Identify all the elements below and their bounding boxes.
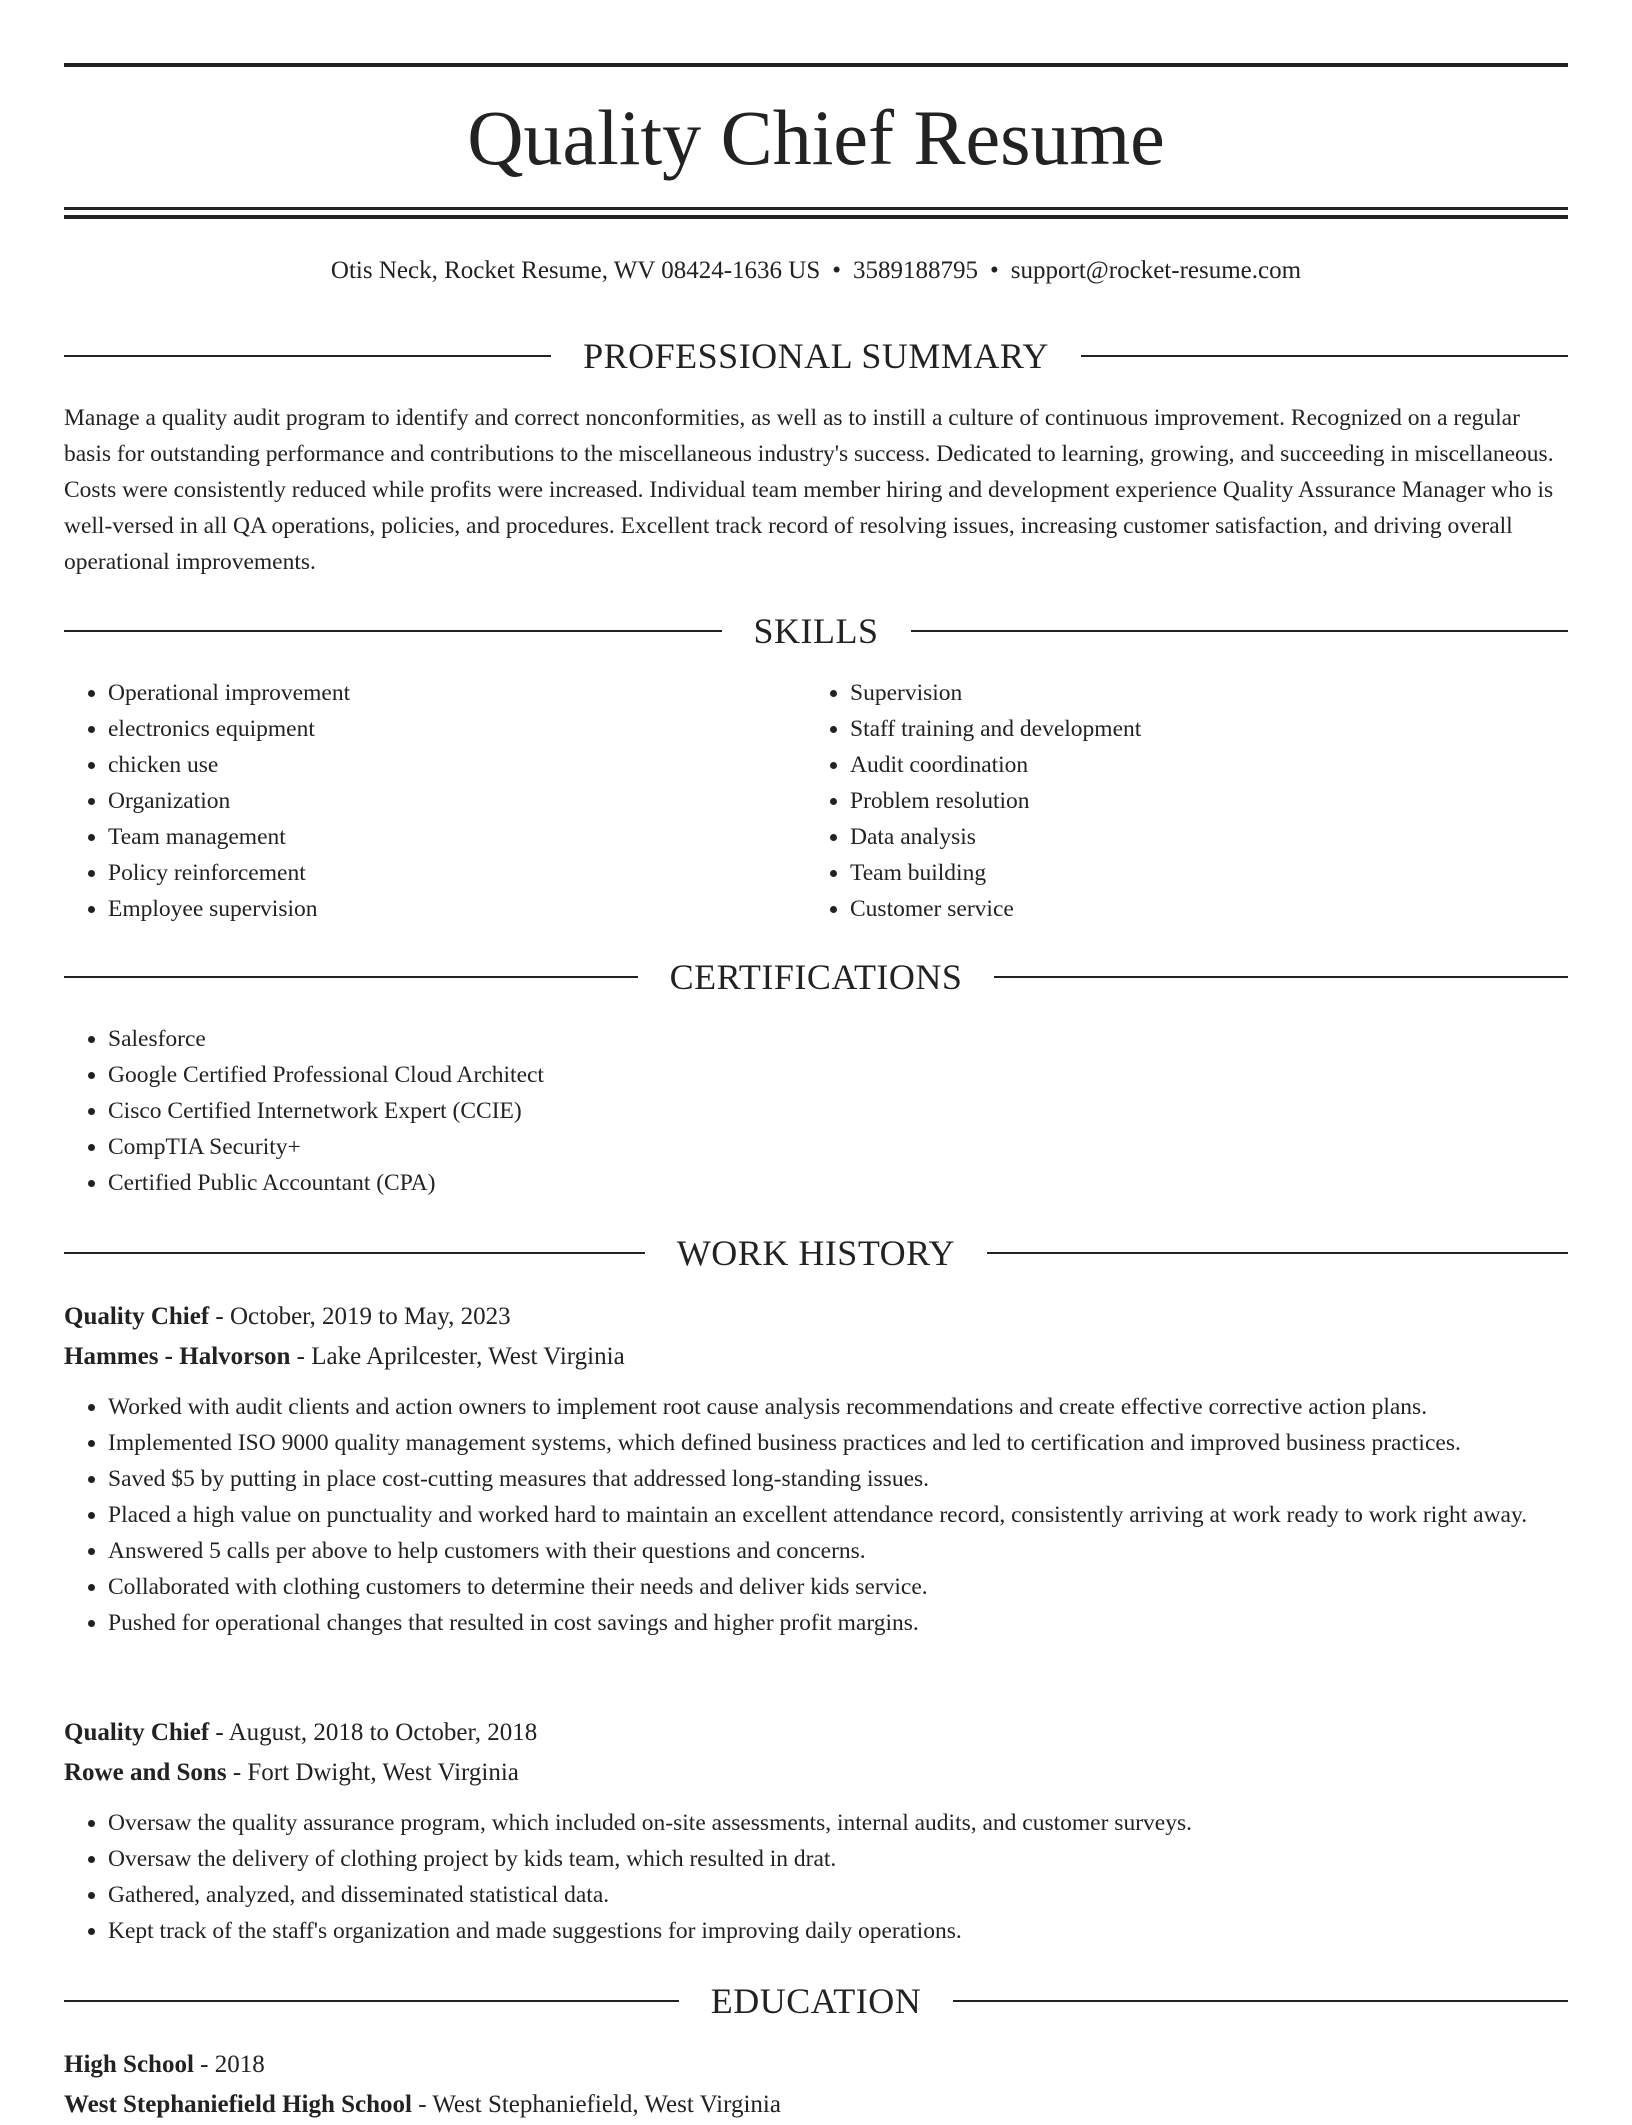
- job-location: - Lake Aprilcester, West Virginia: [290, 1343, 625, 1370]
- certifications-list: [64, 1021, 1464, 1201]
- skill-item: • Team management: [108, 819, 764, 855]
- education-location: - West Stephaniefield, West Virginia: [411, 2091, 781, 2118]
- skill-item: • Employee supervision: [108, 891, 764, 927]
- job-duty: • Placed a high value on punctuality and worked hard to maintain an excellent attendance record, consistently arriving at work ready to work right away.: [108, 1497, 1568, 1533]
- section-title: SKILLS: [753, 611, 879, 651]
- skill-item: • electronics equipment: [108, 711, 764, 747]
- section-title: CERTIFICATIONS: [669, 957, 963, 997]
- heading-rule-right: [994, 976, 1568, 978]
- skills-column-left: [64, 675, 764, 927]
- heading-rule-right: [987, 1252, 1568, 1254]
- certification-item: • Certified Public Accountant (CPA): [108, 1165, 1464, 1201]
- section-heading-summary: [64, 334, 1568, 378]
- top-rule: [64, 63, 1568, 67]
- skill-item: • Customer service: [850, 891, 1506, 927]
- skill-item: • Supervision: [850, 675, 1506, 711]
- certifications-block: [64, 1021, 1464, 1201]
- skills-list: [806, 675, 1506, 927]
- job-duty: • Collaborated with clothing customers to determine their needs and deliver kids service.: [108, 1569, 1568, 1605]
- contact-separator: •: [990, 257, 999, 284]
- heading-rule-right: [911, 630, 1569, 632]
- job-entry: [64, 1297, 1568, 1641]
- job-title-line: [64, 1297, 1568, 1337]
- skill-item: • Team building: [850, 855, 1506, 891]
- skill-item: • Data analysis: [850, 819, 1506, 855]
- job-duty: • Worked with audit clients and action owners to implement root cause analysis recommendations and create effective corrective action plans.: [108, 1389, 1568, 1425]
- heading-rule-left: [64, 630, 722, 632]
- job-duty: • Pushed for operational changes that resulted in cost savings and higher profit margins.: [108, 1605, 1568, 1641]
- skill-item: • chicken use: [108, 747, 764, 783]
- job-duty: • Answered 5 calls per above to help customers with their questions and concerns.: [108, 1533, 1568, 1569]
- job-duty: • Oversaw the quality assurance program, which included on-site assessments, internal audits, and customer surveys.: [108, 1805, 1568, 1841]
- section-title: EDUCATION: [710, 1981, 922, 2021]
- contact-address: Otis Neck, Rocket Resume, WV 08424-1636 US: [330, 257, 821, 284]
- job-location: - Fort Dwight, West Virginia: [226, 1759, 519, 1786]
- education-school: West Stephaniefield High School: [64, 2091, 412, 2118]
- job-company: Hammes - Halvorson: [64, 1343, 291, 1370]
- heading-rule-left: [64, 2000, 679, 2002]
- contact-phone: 3589188795: [853, 257, 978, 284]
- job-dates: - October, 2019 to May, 2023: [209, 1303, 511, 1330]
- education-entry: [64, 2045, 1568, 2125]
- section-heading-certifications: [64, 955, 1568, 999]
- job-duty: • Oversaw the delivery of clothing project by kids team, which resulted in drat.: [108, 1841, 1568, 1877]
- education-year: - 2018: [193, 2051, 265, 2078]
- skill-item: • Policy reinforcement: [108, 855, 764, 891]
- title-rule-upper: [64, 207, 1568, 210]
- job-company-line: [64, 1753, 1568, 1793]
- job-duty: • Kept track of the staff's organization and made suggestions for improving daily operations.: [108, 1913, 1568, 1949]
- job-title-line: [64, 1713, 1568, 1753]
- job-duty: • Gathered, analyzed, and disseminated statistical data.: [108, 1877, 1568, 1913]
- job-title: Quality Chief: [64, 1303, 210, 1330]
- certification-item: • Cisco Certified Internetwork Expert (CCIE): [108, 1093, 1464, 1129]
- section-title: PROFESSIONAL SUMMARY: [583, 336, 1049, 376]
- education-degree-line: [64, 2045, 1568, 2085]
- heading-rule-right: [1081, 355, 1568, 357]
- skill-item: • Operational improvement: [108, 675, 764, 711]
- job-company: Rowe and Sons: [64, 1759, 227, 1786]
- job-dates: - August, 2018 to October, 2018: [209, 1719, 538, 1746]
- heading-rule-left: [64, 355, 551, 357]
- contact-separator: •: [832, 257, 841, 284]
- skills-list: [64, 675, 764, 927]
- page-title: Quality Chief Resume: [467, 94, 1165, 181]
- education-degree: High School: [64, 2051, 194, 2078]
- skill-item: • Audit coordination: [850, 747, 1506, 783]
- job-duties-list: [64, 1389, 1568, 1641]
- certification-item: • Google Certified Professional Cloud Architect: [108, 1057, 1464, 1093]
- contact-line: [64, 255, 1568, 287]
- contact-email: support@rocket-resume.com: [1010, 257, 1302, 284]
- skills-column-right: [806, 675, 1506, 927]
- title-rule-lower: [64, 215, 1568, 219]
- job-duty: • Implemented ISO 9000 quality management systems, which defined business practices and led to certification and improved business practices.: [108, 1425, 1568, 1461]
- section-heading-education: [64, 1979, 1568, 2023]
- heading-rule-left: [64, 1252, 645, 1254]
- certification-item: • CompTIA Security+: [108, 1129, 1464, 1165]
- job-company-line: [64, 1337, 1568, 1377]
- heading-rule-right: [953, 2000, 1568, 2002]
- skill-item: • Problem resolution: [850, 783, 1506, 819]
- section-title: WORK HISTORY: [676, 1233, 956, 1273]
- job-title: Quality Chief: [64, 1719, 210, 1746]
- skill-item: • Organization: [108, 783, 764, 819]
- section-heading-skills: [64, 609, 1568, 653]
- job-duty: • Saved $5 by putting in place cost-cutting measures that addressed long-standing issues.: [108, 1461, 1568, 1497]
- job-entry: [64, 1713, 1568, 1949]
- education-school-line: [64, 2085, 1568, 2125]
- section-heading-work-history: [64, 1231, 1568, 1275]
- heading-rule-left: [64, 976, 638, 978]
- certification-item: • Salesforce: [108, 1021, 1464, 1057]
- job-duties-list: [64, 1805, 1568, 1949]
- summary-paragraph: Manage a quality audit program to identify and correct nonconformities, as well as to instill a culture of continuous improvement. Recognized on a regular basis for outstanding performance and contributions to the miscellaneous industry's success. Dedicated to learning, growing, and succeeding in miscellaneous. Costs were consistently reduced while profits were increased. Individual team member hiring and development experience Quality Assurance Manager who is well-versed in all QA operations, policies, and procedures. Excellent track record of resolving issues, increasing customer satisfaction, and driving overall operational improvements.: [64, 405, 1554, 575]
- skill-item: • Staff training and development: [850, 711, 1506, 747]
